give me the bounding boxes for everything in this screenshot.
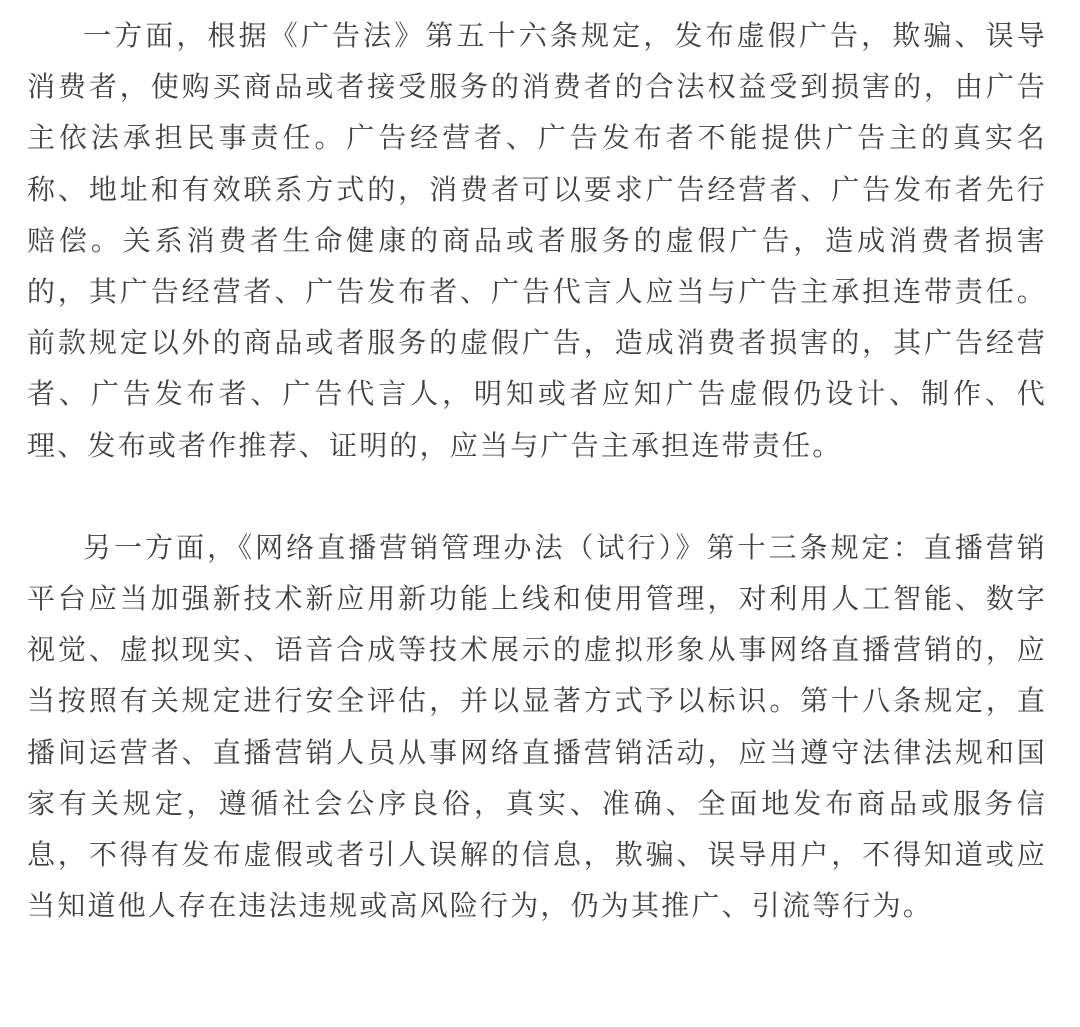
paragraph-advertising-law: 一方面，根据《广告法》第五十六条规定，发布虚假广告，欺骗、误导消费者，使购买商品或者接受服务的消费者的合法权益受到损害的，由广告主依法承担民事责任。广告经营者、广告发布者不能提供广告主的真实名称、地址和有效联系方式的，消费者可以要求广告经营者、广告发布者先行赔偿。关系消费者生命健康的商品或者服务的虚假广告，造成消费者损害的，其广告经营者、广告发布者、广告代言人应当与广告主承担连带责任。前款规定以外的商品或者服务的虚假广告，造成消费者损害的，其广告经营者、广告发布者、广告代言人，明知或者应知广告虚假仍设计、制作、代理、发布或者作推荐、证明的，应当与广告主承担连带责任。 xyxy=(27,19,1047,462)
paragraph-livestream-regulation: 另一方面，《网络直播营销管理办法（试行）》第十三条规定：直播营销平台应当加强新技术新应用新功能上线和使用管理，对利用人工智能、数字视觉、虚拟现实、语音合成等技术展示的虚拟形象从事网络直播营销的，应当按照有关规定进行安全评估，并以显著方式予以标识。第十八条规定，直播间运营者、直播营销人员从事网络直播营销活动，应当遵守法律法规和国家有关规定，遵循社会公序良俗，真实、准确、全面地发布商品或服务信息，不得有发布虚假或者引人误解的信息，欺骗、误导用户，不得知道或应当知道他人存在违法违规或高风险行为，仍为其推广、引流等行为。 xyxy=(27,530,1047,923)
paragraph-spacer xyxy=(27,471,1047,522)
